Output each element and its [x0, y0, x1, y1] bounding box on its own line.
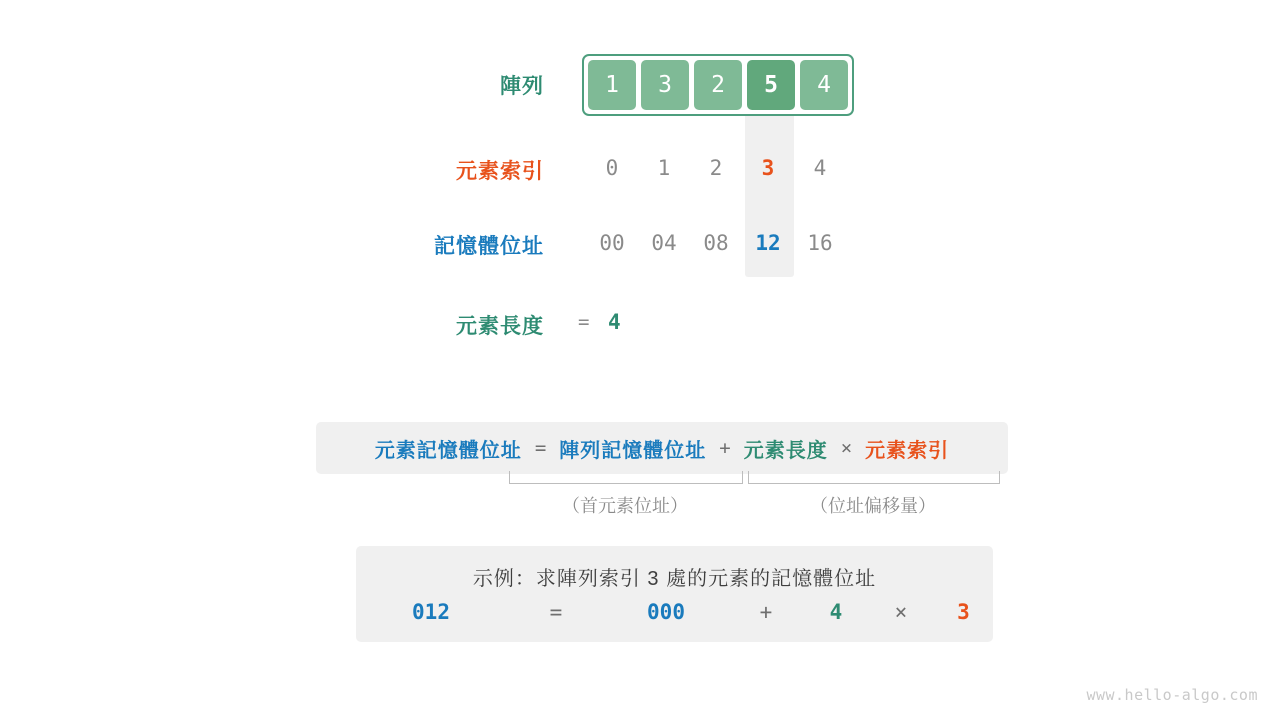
array-cell-2: 2: [694, 60, 742, 110]
example-times: ×: [894, 600, 908, 624]
array-cell-4: 4: [800, 60, 848, 110]
first-element-brace: [509, 471, 743, 484]
example-title: 示例：求陣列索引 3 處的元素的記憶體位址: [472, 568, 877, 590]
watermark: www.hello-algo.com: [1086, 686, 1258, 704]
array-label: 陣列: [500, 75, 544, 98]
address-value-4: 16: [807, 231, 833, 255]
index-value-0: 0: [605, 156, 619, 180]
index-value-1: 1: [657, 156, 671, 180]
example-box: [356, 546, 993, 642]
array-cell-1: 3: [641, 60, 689, 110]
formula-times: ×: [840, 437, 853, 459]
address-value-0: 00: [599, 231, 625, 255]
formula-base-term: 陣列記憶體位址: [559, 439, 707, 462]
formula-length-term: 元素長度: [743, 439, 828, 462]
element-length-label: 元素長度: [456, 315, 544, 338]
index-value-4: 4: [813, 156, 827, 180]
address-value-2: 08: [703, 231, 729, 255]
element-index-label: 元素索引: [456, 160, 544, 183]
formula-equals: =: [534, 437, 547, 459]
formula-bar: [316, 422, 1008, 474]
example-length: 4: [829, 600, 843, 624]
array-cell-3: 5: [747, 60, 795, 110]
example-index: 3: [957, 600, 970, 624]
example-base: 000: [647, 600, 685, 624]
array-cell-0: 1: [588, 60, 636, 110]
example-result: 012: [412, 600, 450, 624]
index-value-3: 3: [761, 156, 775, 180]
address-value-3: 12: [755, 231, 781, 255]
element-length-equals: =: [578, 311, 590, 333]
element-length-value: 4: [608, 310, 621, 334]
first-element-note: （首元素位址）: [562, 496, 688, 516]
formula-plus: +: [719, 437, 731, 459]
example-calculation: [356, 600, 993, 624]
formula-result-term: 元素記憶體位址: [374, 439, 522, 462]
index-value-2: 2: [709, 156, 723, 180]
index-row: [586, 156, 846, 180]
address-value-1: 04: [651, 231, 677, 255]
formula-index-term: 元素索引: [865, 439, 950, 462]
offset-note: （位址偏移量）: [810, 496, 936, 516]
address-row: [586, 231, 846, 255]
example-equals: =: [549, 600, 563, 624]
offset-brace: [748, 471, 1000, 484]
memory-address-label: 記憶體位址: [434, 235, 544, 258]
example-plus: +: [759, 600, 773, 624]
array-box: [582, 54, 854, 116]
